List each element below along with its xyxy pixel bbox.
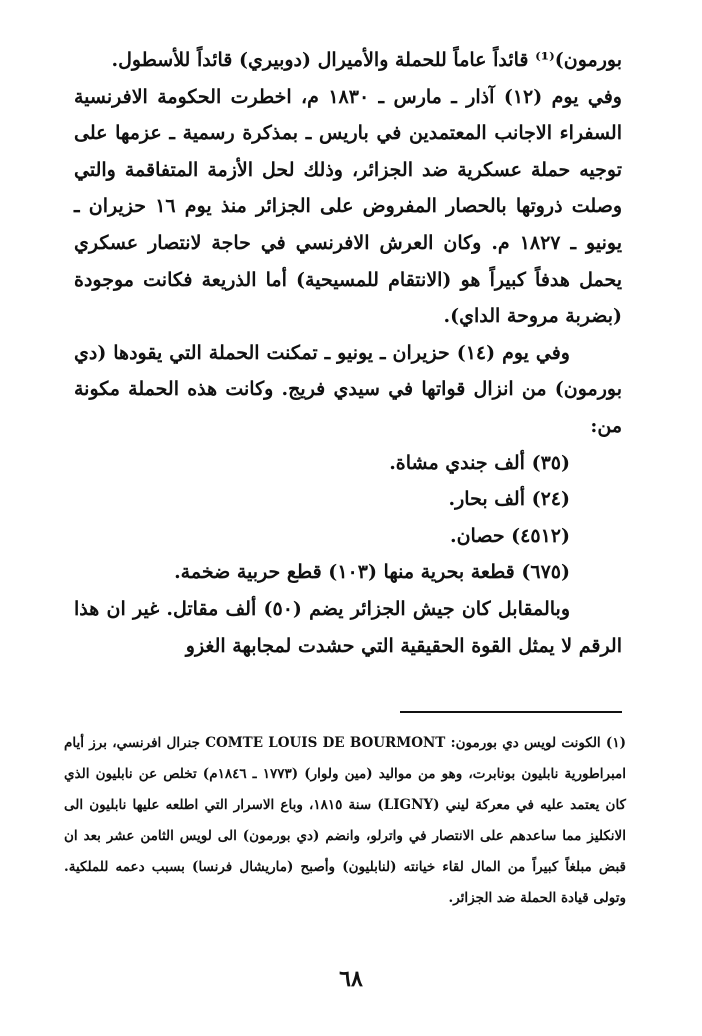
main-text: [74, 42, 622, 664]
paragraph-4: وبالمقابل كان جيش الجزائر يضم (٥٠) ألف مقاتل. غير ان هذا الرقم لا يمثل القوة الحقيقية التي حشدت لمجابهة الغزو: [74, 597, 622, 657]
page-number: ٦٨: [339, 966, 363, 992]
forces-list: [74, 445, 622, 591]
list-item: (٤٥١٢) حصان.: [449, 524, 570, 547]
paragraph-3: وفي يوم (١٤) حزيران ـ يونيو ـ تمكنت الحملة التي يقودها (دي بورمون) من انزال قواتها في سيدي فريج. وكانت هذه الحملة مكونة من:: [74, 341, 622, 437]
paragraph-2: وفي يوم (١٢) آذار ـ مارس ـ ١٨٣٠ م، اخطرت الحكومة الافرنسية السفراء الاجانب المعتمدين في باريس ـ بمذكرة رسمية ـ عزمها على توجيه حملة عسكرية ضد الجزائر، وذلك لحل الأزمة المتفاقمة والتي وصلت ذروتها بالحصار المفروض على الجزائر منذ يوم ١٦ حزيران ـ يونيو ـ ١٨٢٧ م. وكان العرش الافرنسي في حاجة لانتصار عسكري يحمل هدفاً كبيراً هو (الانتقام للمسيحية) أما الذريعة فكانت موجودة (بضربة مروحة الداي).: [74, 85, 622, 328]
footnote-divider: [400, 711, 622, 713]
list-item: (٢٤) ألف بحار.: [448, 488, 570, 511]
footnote-1: (١) الكونت لويس دي بورمون: COMTE LOUIS DE BOURMONT جنرال افرنسي، برز أيام امبراطورية نابليون بونابرت، وهو من مواليد (مين ولوار) (١٧٧٣ ـ ١٨٤٦م) تخلص عن نابليون الذي كان يعتمد عليه في معركة ليني (LIGNY) سنة ١٨١٥، وباع الاسرار التي اطلعه عليها نابليون الى الانكليز مما ساعدهم على الانتصار في واترلو، وانضم (دي بورمون) الى لويس الثامن عشر بعد ان قبض مبلغاً كبيراً من المال لقاء خيانته (لنابليون) وأصبح (ماريشال فرنسا) بسبب دعمه للملكية. وتولى قيادة الحملة ضد الجزائر.: [64, 735, 626, 906]
paragraph-1: بورمون)⁽¹⁾ قائداً عاماً للحملة والأميرال (دوبيري) قائداً للأسطول.: [111, 49, 622, 71]
list-item: (٣٥) ألف جندي مشاة.: [389, 451, 570, 474]
list-item: (٦٧٥) قطعة بحرية منها (١٠٣) قطع حربية ضخمة.: [174, 561, 570, 584]
footnotes: [64, 728, 626, 914]
